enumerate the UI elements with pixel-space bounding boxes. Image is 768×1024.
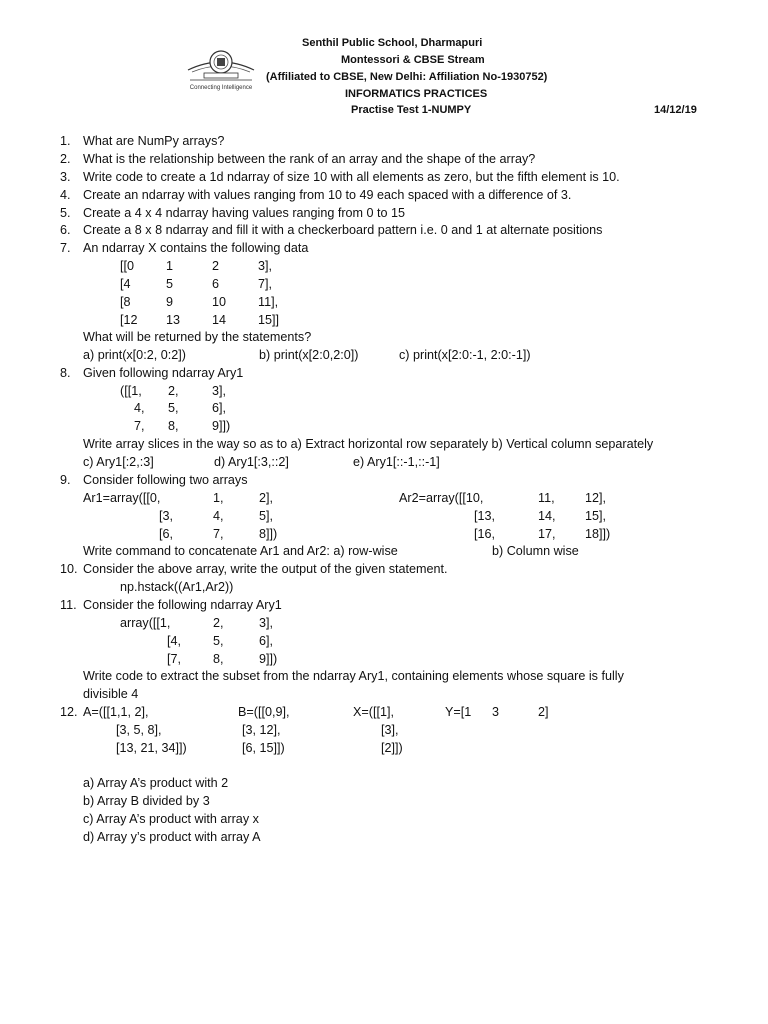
q9-prompt-b: b) Column wise	[492, 544, 579, 558]
q9-ar1-cell: 2],	[259, 491, 274, 505]
q11-cell: array([[1,	[120, 616, 171, 630]
q12-part: a) Array A’s product with 2	[83, 776, 229, 790]
q12-array-a-line: [3, 5, 8],	[116, 723, 162, 737]
q9-ar1-cell: Ar1=array([[0,	[83, 491, 161, 505]
q11-prompt-line1: Write code to extract the subset from the ndarray Ary1, containing elements whose square is fully	[83, 669, 624, 683]
q7-part-c: c) print(x[2:0:-1, 2:0:-1])	[399, 348, 531, 362]
q11-cell: [7,	[167, 652, 182, 666]
q8-text: Given following ndarray Ary1	[83, 366, 244, 380]
q11-cell: 8,	[213, 652, 224, 666]
q9-ar2-cell: 11,	[538, 491, 555, 505]
q4-number: 4.	[60, 188, 71, 202]
q8-cell: 7,	[134, 419, 145, 433]
q12-array-y-cell: 2]	[538, 705, 549, 719]
q7-cell: 3],	[258, 259, 273, 273]
q7-cell: [[0	[120, 259, 135, 273]
q1-text: What are NumPy arrays?	[83, 134, 225, 148]
q9-ar1-cell: 1,	[213, 491, 224, 505]
q12-array-y-cell: Y=[1	[445, 705, 472, 719]
q7-cell: 14	[212, 313, 227, 327]
q7-cell: [8	[120, 295, 131, 309]
q2-number: 2.	[60, 152, 71, 166]
q8-part-c: c) Ary1[:2,:3]	[83, 455, 154, 469]
q2-text: What is the relationship between the rank of an array and the shape of the array?	[83, 152, 536, 166]
q7-cell: 2	[212, 259, 220, 273]
subject-title: INFORMATICS PRACTICES	[345, 88, 488, 100]
q9-ar1-cell: [3,	[159, 509, 174, 523]
q12-part: b) Array B divided by 3	[83, 794, 210, 808]
school-stream: Montessori & CBSE Stream	[341, 54, 485, 66]
q12-array-x-line: [3],	[381, 723, 399, 737]
logo-tagline: Connecting Intelligence	[189, 85, 253, 91]
q10-code: np.hstack((Ar1,Ar2))	[120, 580, 234, 594]
q7-prompt: What will be returned by the statements?	[83, 330, 312, 344]
school-logo	[182, 44, 260, 98]
q9-ar1-cell: [6,	[159, 527, 174, 541]
q7-cell: 9	[166, 295, 174, 309]
q7-part-a: a) print(x[0:2, 0:2])	[83, 348, 186, 362]
q3-text: Write code to create a 1d ndarray of size 10 with all elements as zero, but the fifth element is 10.	[83, 170, 620, 184]
q9-ar2-cell: [13,	[474, 509, 496, 523]
q11-cell: 9]])	[259, 652, 278, 666]
q8-number: 8.	[60, 366, 71, 380]
q12-part: d) Array y’s product with array A	[83, 830, 261, 844]
q4-text: Create an ndarray with values ranging from 10 to 49 each spaced with a difference of 3.	[83, 188, 572, 202]
q3-number: 3.	[60, 170, 71, 184]
q6-text: Create a 8 x 8 ndarray and fill it with a checkerboard pattern i.e. 0 and 1 at alternate positions	[83, 223, 603, 237]
q7-cell: 10	[212, 295, 227, 309]
q9-ar2-cell: 18]])	[585, 527, 611, 541]
q6-number: 6.	[60, 223, 71, 237]
q9-ar1-cell: 8]])	[259, 527, 278, 541]
q12-array-y-cell: 3	[492, 705, 500, 719]
q11-cell: 3],	[259, 616, 274, 630]
q7-part-b: b) print(x[2:0,2:0])	[259, 348, 359, 362]
q8-cell: 3],	[212, 384, 227, 398]
q5-text: Create a 4 x 4 ndarray having values ranging from 0 to 15	[83, 206, 406, 220]
q12-array-a-line: A=([[1,1, 2],	[83, 705, 149, 719]
q10-text: Consider the above array, write the output of the given statement.	[83, 562, 448, 576]
q9-ar1-cell: 5],	[259, 509, 274, 523]
q7-number: 7.	[60, 241, 71, 255]
q12-array-a-line: [13, 21, 34]])	[116, 741, 187, 755]
q7-text: An ndarray X contains the following data	[83, 241, 309, 255]
q8-cell: 8,	[168, 419, 179, 433]
q1-number: 1.	[60, 134, 71, 148]
q12-array-b-line: [6, 15]])	[242, 741, 285, 755]
q7-cell: 15]]	[258, 313, 280, 327]
q8-cell: 2,	[168, 384, 179, 398]
test-title: Practise Test 1-NUMPY	[351, 104, 472, 116]
q11-cell: 6],	[259, 634, 274, 648]
q8-part-e: e) Ary1[::-1,::-1]	[353, 455, 440, 469]
q11-number: 11.	[60, 598, 77, 612]
q9-ar2-cell: Ar2=array([[10,	[399, 491, 484, 505]
q5-number: 5.	[60, 206, 71, 220]
q9-ar2-cell: 15],	[585, 509, 607, 523]
q9-ar2-cell: 17,	[538, 527, 556, 541]
q8-cell: 4,	[134, 401, 145, 415]
q7-cell: [4	[120, 277, 131, 291]
q9-ar2-cell: 14,	[538, 509, 556, 523]
q8-cell: ([[1,	[120, 384, 142, 398]
test-date: 14/12/19	[654, 104, 697, 116]
q9-ar2-cell: 12],	[585, 491, 607, 505]
q9-ar1-cell: 4,	[213, 509, 224, 523]
q11-text: Consider the following ndarray Ary1	[83, 598, 282, 612]
q8-cell: 5,	[168, 401, 179, 415]
q8-prompt: Write array slices in the way so as to a) Extract horizontal row separately b) Vertical column separately	[83, 437, 654, 451]
q12-part: c) Array A’s product with array x	[83, 812, 259, 826]
q9-text: Consider following two arrays	[83, 473, 248, 487]
q7-cell: 6	[212, 277, 220, 291]
q7-cell: 13	[166, 313, 181, 327]
q12-array-x-line: X=([[1],	[353, 705, 394, 719]
q9-number: 9.	[60, 473, 71, 487]
q7-cell: 11],	[258, 295, 279, 309]
q9-ar1-cell: 7,	[213, 527, 224, 541]
q12-array-b-line: B=([[0,9],	[238, 705, 290, 719]
q12-array-x-line: [2]])	[381, 741, 403, 755]
q8-cell: 6],	[212, 401, 227, 415]
q11-prompt-line2: divisible 4	[83, 687, 139, 701]
affiliation-line: (Affiliated to CBSE, New Delhi: Affiliation No-1930752)	[266, 71, 548, 83]
q10-number: 10.	[60, 562, 78, 576]
q11-cell: 5,	[213, 634, 224, 648]
q7-cell: 5	[166, 277, 174, 291]
q8-part-d: d) Ary1[:3,::2]	[214, 455, 289, 469]
q9-prompt-a: Write command to concatenate Ar1 and Ar2: a) row-wise	[83, 544, 398, 558]
q12-array-b-line: [3, 12],	[242, 723, 281, 737]
q7-cell: [12	[120, 313, 138, 327]
q12-number: 12.	[60, 705, 78, 719]
school-name: Senthil Public School, Dharmapuri	[302, 37, 483, 49]
q7-cell: 7],	[258, 277, 273, 291]
q7-cell: 1	[166, 259, 174, 273]
q11-cell: [4,	[167, 634, 182, 648]
q8-cell: 9]])	[212, 419, 231, 433]
q11-cell: 2,	[213, 616, 224, 630]
q9-ar2-cell: [16,	[474, 527, 496, 541]
